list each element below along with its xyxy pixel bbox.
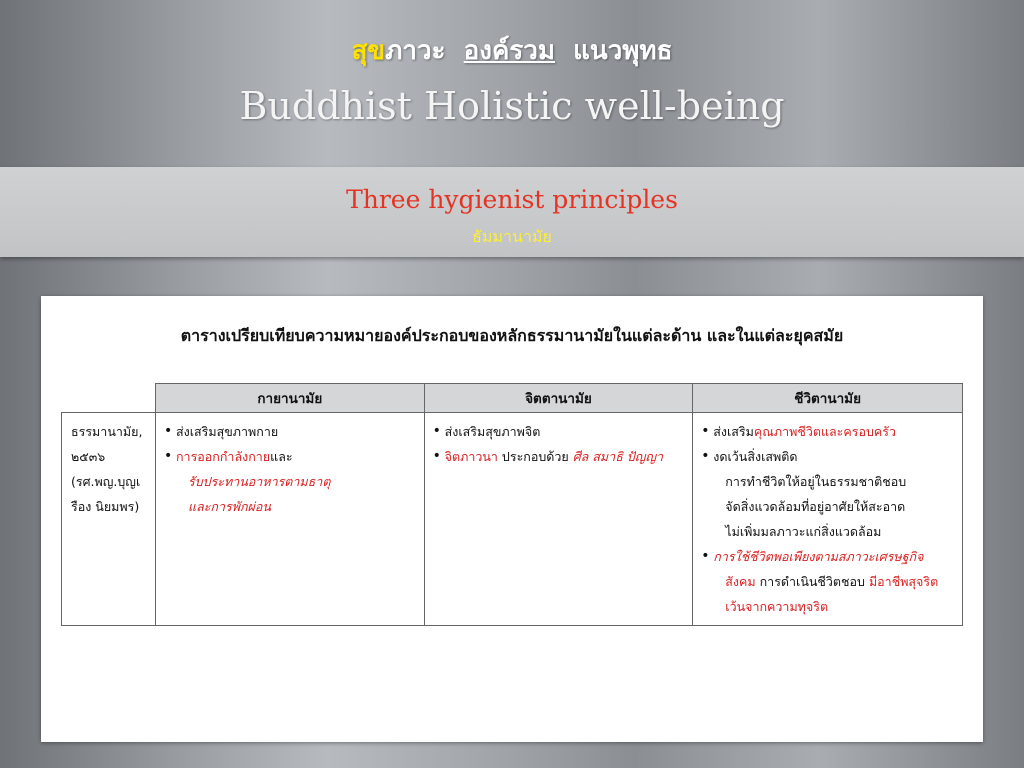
- jivita-item-3-line1: การใช้ชีวิตพอเพียงตามสภาวะเศรษฐกิจ: [713, 549, 924, 564]
- citta-item-2-red-italic: ศีล สมาธิ ปัญญา: [572, 449, 664, 464]
- kaya-item-2-line2: รับประทานอาหารตามธาตุ: [187, 474, 331, 489]
- title-text-phawa: ภาวะ: [385, 36, 446, 66]
- slide-title-thai: [0, 30, 1024, 71]
- kaya-item-2-red: การออกกำลังกาย: [175, 449, 271, 464]
- title-text-naewphut: แนวพุทธ: [573, 36, 673, 66]
- citta-list: [433, 419, 685, 469]
- jivita-item-2-line3: จัดสิ่งแวดล้อมที่อยู่อาศัยให้สะอาด: [725, 499, 906, 514]
- subtitle-thai: ธัมมานามัย: [472, 227, 552, 246]
- jivita-item-3-red2: มีอาชีพสุจริต: [868, 574, 939, 589]
- title-highlight-suk: สุข: [351, 36, 386, 66]
- jivita-item-2-line4: ไม่เพิ่มมลภาวะแก่สิ่งแวดล้อม: [725, 524, 882, 539]
- list-item: [445, 419, 685, 444]
- row-header-cell: [62, 413, 156, 626]
- table-corner-cell: [62, 384, 156, 413]
- table-header-row: [62, 384, 963, 413]
- jivita-item-1-red: คุณภาพชีวิตและครอบครัว: [753, 424, 897, 439]
- content-panel: [41, 296, 983, 742]
- row-header-line: รือง นิยมพร): [71, 499, 140, 514]
- subtitle-band: [0, 167, 1024, 257]
- list-item: [176, 444, 416, 519]
- kaya-item-2-black: และ: [270, 449, 293, 464]
- citta-item-2-black: ประกอบด้วย: [497, 449, 573, 464]
- kaya-item-2-line3: และการพักผ่อน: [187, 499, 271, 514]
- subtitle-english: Three hygienist principles: [346, 185, 678, 214]
- list-item: [713, 544, 954, 619]
- column-header-kaya: กายานามัย: [155, 384, 424, 413]
- citta-cell: [424, 413, 693, 626]
- jivita-item-3-line2: [713, 569, 954, 594]
- column-header-jivita: ชีวิตานามัย: [693, 384, 963, 413]
- row-header-line: ธรรมานามัย,: [71, 424, 143, 439]
- jivita-item-1-black: ส่งเสริม: [713, 424, 754, 439]
- kaya-cell: [155, 413, 424, 626]
- citta-item-2-red: จิตภาวนา: [444, 449, 498, 464]
- jivita-item-3-line3: เว้นจากความทุจริต: [725, 599, 829, 614]
- kaya-item-1: ส่งเสริมสุขภาพกาย: [175, 424, 279, 439]
- column-header-citta: จิตตานามัย: [424, 384, 693, 413]
- list-item: [176, 419, 416, 444]
- jivita-cell: [693, 413, 963, 626]
- comparison-table: [61, 383, 963, 626]
- jivita-item-2-line1: งดเว้นสิ่งเสพติด: [713, 449, 798, 464]
- title-underlined-ongruam: องค์รวม: [463, 36, 556, 66]
- list-item: [713, 419, 954, 444]
- list-item: [713, 444, 954, 544]
- table-caption: ตารางเปรียบเทียบความหมายองค์ประกอบของหลักธรรมานามัยในแต่ละด้าน และในแต่ละยุคสมัย: [180, 326, 844, 345]
- jivita-item-3-red: สังคม: [725, 574, 756, 589]
- jivita-list: [701, 419, 954, 619]
- list-item: [445, 444, 685, 469]
- jivita-item-2-line2: การทำชีวิตให้อยู่ในธรรมชาติชอบ: [725, 474, 907, 489]
- kaya-list: [164, 419, 416, 519]
- row-header-line: (รศ.พญ.บุญเ: [71, 474, 141, 489]
- slide-title-english: Buddhist Holistic well-being: [239, 84, 785, 128]
- jivita-item-3-black: การดำเนินชีวิตชอบ: [755, 574, 869, 589]
- row-header-line: ๒๕๓๖: [71, 449, 106, 464]
- citta-item-1: ส่งเสริมสุขภาพจิต: [444, 424, 541, 439]
- table-row: [62, 413, 963, 626]
